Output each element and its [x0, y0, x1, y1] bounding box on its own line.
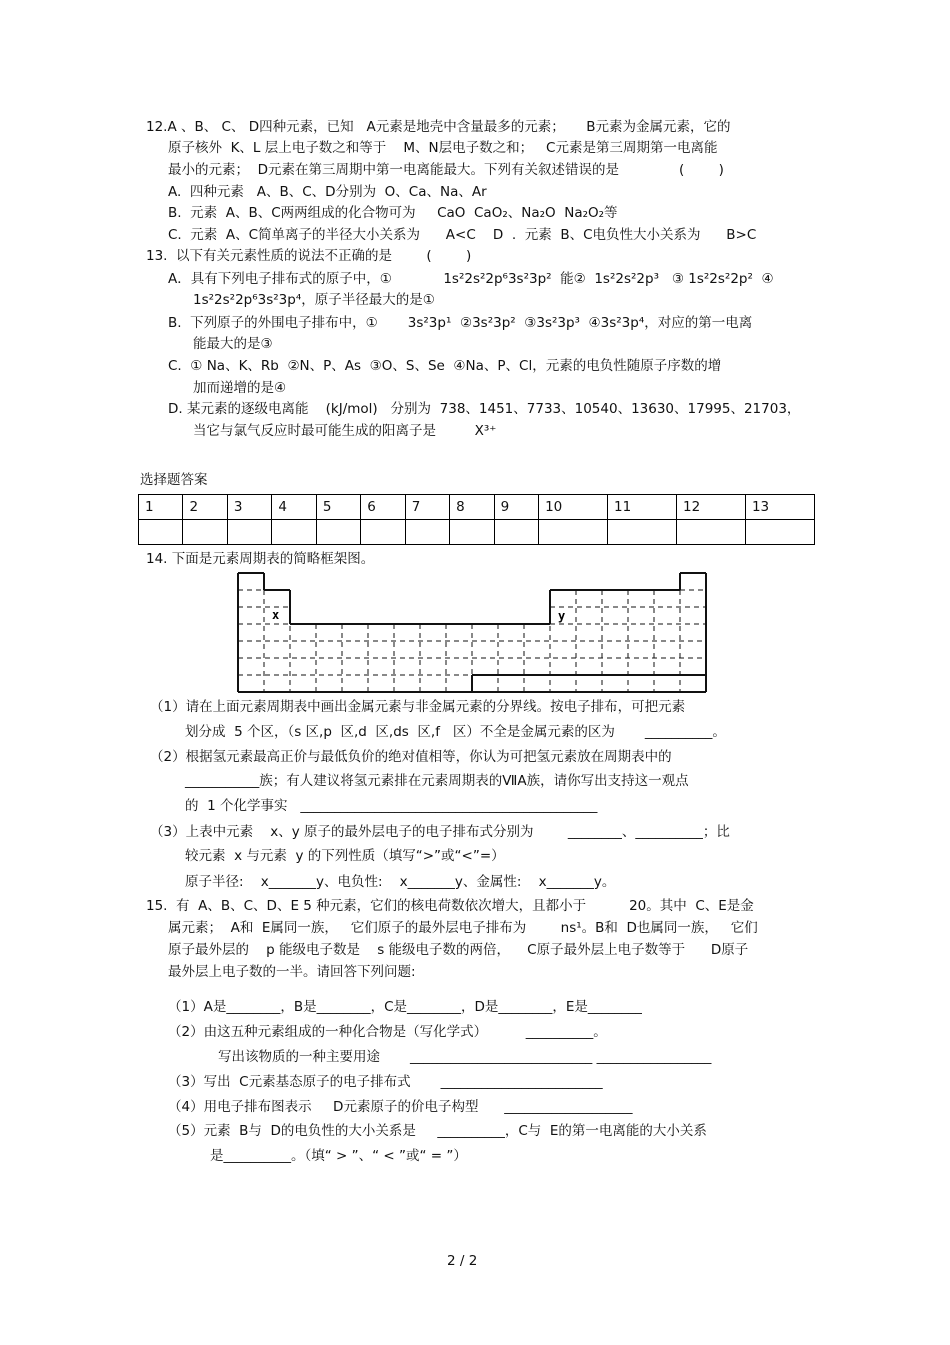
q14-part3-line1: （3）上表中元素 x、y 原子的最外层电子的电子排布式分别为 ________、__________；比 — [150, 824, 730, 840]
q13-option-d-line1: D. 某元素的逐级电离能 (kJ/mol) 分别为 738、1451、7733、10540、13630、17995、21703， — [168, 401, 801, 417]
q14-stem: 14. 下面是元素周期表的简略框架图。 — [146, 551, 375, 567]
q14-part2-line3: 的 1 个化学事实 ____________________________________________ — [185, 798, 598, 814]
answer-number-cell: 5 — [316, 495, 360, 520]
q13-option-c-line2: 加而递增的是④ — [193, 380, 287, 396]
answer-number-cell: 7 — [405, 495, 449, 520]
answer-blank-cell[interactable] — [272, 520, 316, 545]
q13-option-c-line1: C. ① Na、K、Rb ②N、P、As ③O、S、Se ④Na、P、Cl，元素的电负性随原子序数的增 — [168, 358, 722, 374]
answer-blank-cell[interactable] — [183, 520, 227, 545]
answer-table-header-row — [139, 495, 815, 520]
answer-blank-cell[interactable] — [676, 520, 745, 545]
q12-option-a: A. 四种元素 A、B、C、D分别为 O、Ca、Na、Ar — [168, 184, 487, 200]
answer-blank-cell[interactable] — [539, 520, 608, 545]
periodic-table-frame — [230, 565, 720, 700]
answer-number-cell: 2 — [183, 495, 227, 520]
q15-stem-line1: 15. 有 A、B、C、D、E 5 种元素，它们的核电荷数依次增大，且都小于 20。其中 C、E是金 — [146, 898, 754, 914]
q15-part5-line1: （5）元素 B与 D的电负性的大小关系是 __________，C与 E的第一电离能的大小关系 — [168, 1123, 707, 1139]
q14-part1-line1: （1）请在上面元素周期表中画出金属元素与非金属元素的分界线。按电子排布，可把元素 — [150, 699, 686, 715]
q14-part3-line2: 较元素 x 与元素 y 的下列性质（填写“>”或“<”=） — [185, 848, 505, 864]
element-y-label: y — [558, 609, 566, 623]
answer-blank-cell[interactable] — [316, 520, 360, 545]
q12-option-c: C. 元素 A、C简单离子的半径大小关系为 A<C D . 元素 B、C电负性大小关系为 B>C — [168, 227, 757, 243]
q12-option-b: B. 元素 A、B、C两两组成的化合物可为 CaO CaO₂、Na₂O Na₂O₂等 — [168, 205, 618, 221]
q12-stem-line3: 最小的元素； D元素在第三周期中第一电离能最大。下列有关叙述错误的是 ( ) — [168, 162, 724, 178]
answer-number-cell: 13 — [745, 495, 814, 520]
answer-blank-cell[interactable] — [608, 520, 677, 545]
answer-number-cell: 12 — [676, 495, 745, 520]
element-x-label: x — [272, 608, 280, 622]
q15-part2-usage: 写出该物质的一种主要用途 ___________________________ _________________ — [218, 1049, 712, 1065]
answer-number-cell: 10 — [539, 495, 608, 520]
answer-table-answer-row — [139, 520, 815, 545]
q14-part3-line3: 原子半径: x_______y、电负性: x_______y、金属性: x_______y。 — [185, 874, 616, 890]
q13-option-b-line1: B. 下列原子的外围电子排布中，① 3s²3p¹ ②3s²3p² ③3s²3p³ ④3s²3p⁴，对应的第一电离 — [168, 315, 753, 331]
answer-number-cell: 9 — [494, 495, 538, 520]
answer-number-cell: 8 — [450, 495, 494, 520]
answer-blank-cell[interactable] — [139, 520, 183, 545]
q13-option-a-line1: A．具有下列电子排布式的原子中，① 1s²2s²2p⁶3s²3p² 能② 1s²2s²2p³ ③ 1s²2s²2p² ④ — [168, 271, 774, 287]
answer-blank-cell[interactable] — [745, 520, 814, 545]
q14-part1-line2: 划分成 5 个区，（s 区,p 区,d 区,ds 区,f 区）不全是金属元素的区为 __________。 — [185, 724, 726, 740]
answer-number-cell: 6 — [361, 495, 405, 520]
page-number: 2 / 2 — [447, 1253, 478, 1269]
answer-blank-cell[interactable] — [494, 520, 538, 545]
q13-stem: 13. 以下有关元素性质的说法不正确的是 ( ) — [146, 248, 472, 264]
q12-stem-line1: 12.A 、B、 C、 D四种元素，已知 A元素是地壳中含量最多的元素； B元素为金属元素，它的 — [146, 119, 731, 135]
q15-part1: （1）A是________，B是________，C是________，D是________，E是________ — [168, 999, 642, 1015]
answer-blank-cell[interactable] — [450, 520, 494, 545]
q15-part5-line2: 是__________。（填“ > ”、“ < ”或“ = ”） — [210, 1148, 467, 1164]
answer-number-cell: 1 — [139, 495, 183, 520]
q13-option-d-line2: 当它与氯气反应时最可能生成的阳离子是 X³⁺ — [193, 423, 497, 439]
q15-part4: （4）用电子排布图表示 D元素原子的价电子构型 ___________________ — [168, 1099, 633, 1115]
answer-blank-cell[interactable] — [227, 520, 271, 545]
q13-option-a-line2: 1s²2s²2p⁶3s²3p⁴，原子半径最大的是① — [193, 292, 435, 308]
answer-table-title: 选择题答案 — [140, 472, 208, 488]
answer-table — [138, 494, 815, 545]
q13-option-b-line2: 能最大的是③ — [193, 336, 273, 352]
q15-stem-line2: 属元素； A和 E属同一族， 它们原子的最外层电子排布为 ns¹。B和 D也属同一族， 它们 — [168, 920, 758, 936]
answer-number-cell: 11 — [608, 495, 677, 520]
answer-number-cell: 3 — [227, 495, 271, 520]
answer-blank-cell[interactable] — [405, 520, 449, 545]
q15-stem-line4: 最外层上电子数的一半。请回答下列问题: — [168, 964, 416, 980]
q15-part3: （3）写出 C元素基态原子的电子排布式 ________________________ — [168, 1074, 603, 1090]
q12-stem-line2: 原子核外 K、L 层上电子数之和等于 M、N层电子数之和； C元素是第三周期第一电离能 — [168, 140, 718, 156]
answer-number-cell: 4 — [272, 495, 316, 520]
q14-part2-line2: ___________族；有人建议将氢元素排在元素周期表的ⅦA族，请你写出支持这一观点 — [185, 773, 689, 789]
answer-blank-cell[interactable] — [361, 520, 405, 545]
q15-part2: （2）由这五种元素组成的一种化合物是（写化学式） __________。 — [168, 1024, 607, 1040]
q15-stem-line3: 原子最外层的 p 能级电子数是 s 能级电子数的两倍， C原子最外层上电子数等于 D原子 — [168, 942, 749, 958]
q14-part2-line1: （2）根据氢元素最高正价与最低负价的绝对值相等，你认为可把氢元素放在周期表中的 — [150, 749, 672, 765]
